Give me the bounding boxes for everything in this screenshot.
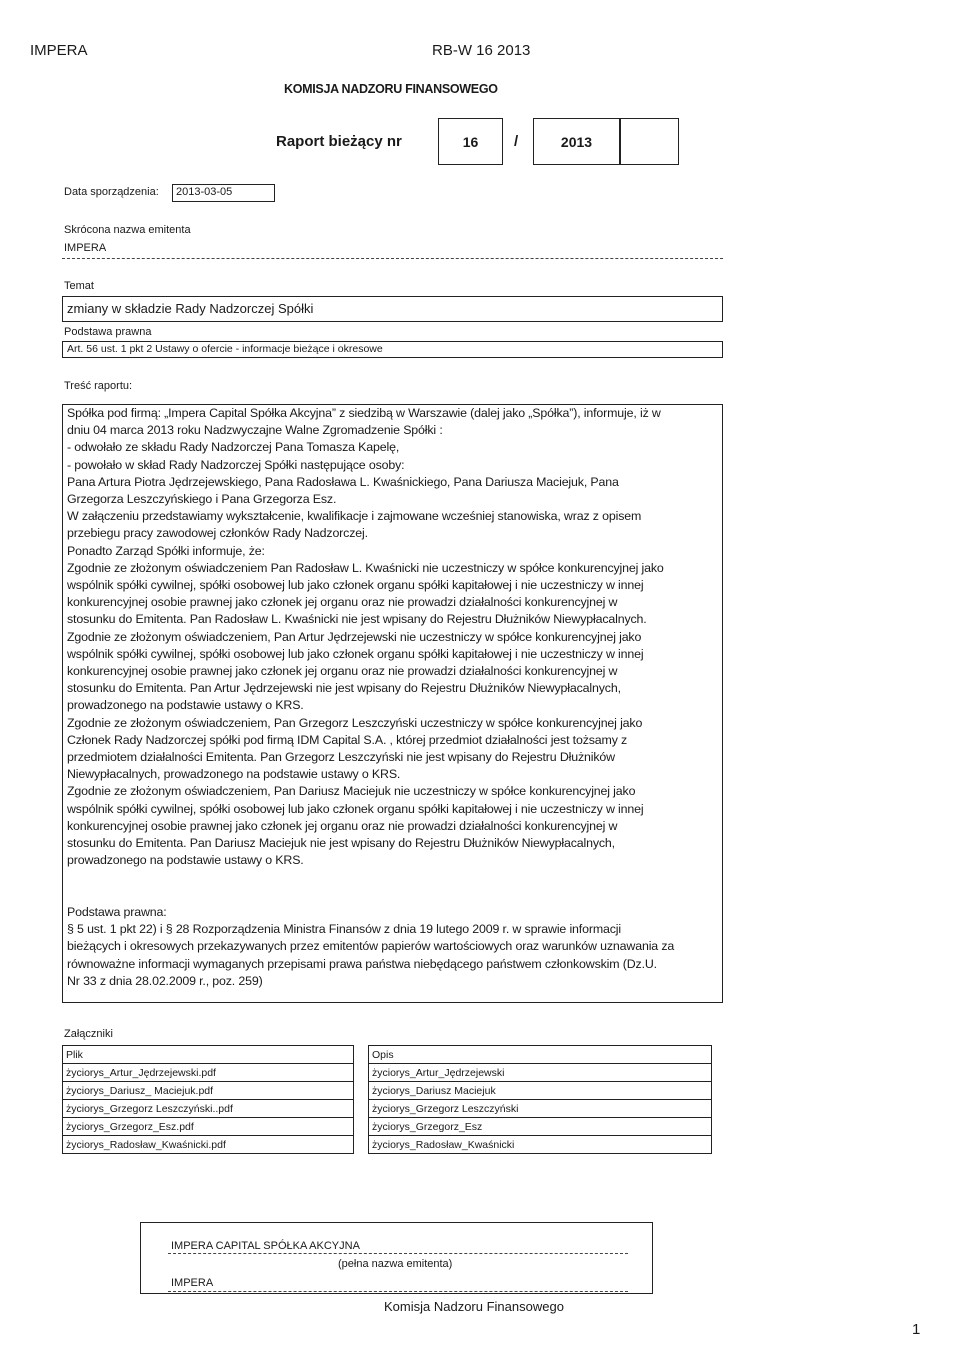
page-number: 1: [912, 1321, 921, 1338]
content-line: Podstawa prawna:: [67, 904, 167, 919]
content-line: - odwołało ze składu Rady Nadzorczej Pana Tomasza Kapelę,: [67, 440, 400, 455]
content-line: przebiegu pracy zawodowej członków Rady Nadzorczej.: [67, 526, 368, 541]
content-line: bieżących i okresowych przekazywanych przez emitentów papierów wartościowych oraz warunków uznawania za: [67, 939, 675, 954]
legal-basis-label: Podstawa prawna: [64, 326, 152, 338]
attachment-row: [63, 1082, 712, 1100]
content-line: Pana Artura Piotra Jędrzejewskiego, Pana Radosława L. Kwaśnickiego, Pana Dariusza Maciejuk, Pana: [67, 474, 619, 489]
content-lines: [67, 405, 718, 990]
content-line: W załączeniu przedstawiamy wykształcenie, kwalifikacje i zajmowane wcześniej stanowiska, wraz z opisem: [67, 509, 642, 524]
content-line: konkurencyjnej osobie prawnej jako członek jej organu oraz nie prowadzi działalności konkurencyjnej w: [67, 664, 618, 679]
attachment-description: życiorys_Artur_Jędrzejewski: [369, 1064, 712, 1082]
attachment-row: [63, 1064, 712, 1082]
attachment-file[interactable]: życiorys_Artur_Jędrzejewski.pdf: [63, 1064, 354, 1082]
subject-field: zmiany w składzie Rady Nadzorczej Spółki: [62, 296, 723, 322]
content-line: stosunku do Emitenta. Pan Radosław L. Kwaśnicki nie jest wpisany do Rejestru Dłużników Niewypłacalnych.: [67, 612, 647, 627]
content-line: wspólnik spółki cywilnej, spółki osobowej lub jako członek organu spółki kapitałowej i nie uczestniczy w innej: [67, 578, 644, 593]
attachment-row: [63, 1136, 712, 1154]
attachment-file[interactable]: życiorys_Grzegorz_Esz.pdf: [63, 1118, 354, 1136]
header-company: IMPERA: [30, 42, 88, 59]
content-line: § 5 ust. 1 pkt 22) i § 28 Rozporządzenia Ministra Finansów z dnia 19 lutego 2009 r. w sprawie informacji: [67, 922, 621, 937]
content-line: konkurencyjnej osobie prawnej jako członek jej organu oraz nie prowadzi działalności konkurencyjnej w: [67, 818, 618, 833]
issuer-divider: [62, 258, 723, 259]
content-line: Niewypłacalnych, prowadzonego na podstawie ustawy o KRS.: [67, 767, 401, 782]
attachments-table: [62, 1045, 712, 1154]
content-line: Spółka pod firmą: „Impera Capital Spółka Akcyjna” z siedzibą w Warszawie (dalej jako „Spółka”), informuje, iż w: [67, 406, 661, 420]
issuer-full-name: IMPERA CAPITAL SPÓŁKA AKCYJNA: [171, 1240, 360, 1252]
issuer-label: Skrócona nazwa emitenta: [64, 224, 191, 236]
column-header-file: Plik: [63, 1046, 354, 1064]
content-line: wspólnik spółki cywilnej, spółki osobowej lub jako członek organu spółki kapitałowej i nie uczestniczy w innej: [67, 646, 644, 661]
attachment-file[interactable]: życiorys_Grzegorz Leszczyński..pdf: [63, 1100, 354, 1118]
issuer-short-name: IMPERA: [171, 1277, 214, 1289]
content-line: Zgodnie ze złożonym oświadczeniem, Pan Grzegorz Leszczyński uczestniczy w spółce konkurencyjnej jako: [67, 715, 643, 730]
attachment-file[interactable]: życiorys_Radosław_Kwaśnicki.pdf: [63, 1136, 354, 1154]
attachment-description: życiorys_Grzegorz_Esz: [369, 1118, 712, 1136]
content-line: - powołało w skład Rady Nadzorczej Spółki następujące osoby:: [67, 457, 405, 472]
content-line: [67, 887, 718, 904]
signature-divider: [168, 1253, 628, 1254]
content-line: przedmiotem działalności Emitenta. Pan Grzegorz Leszczyński nie jest wpisany do Rejestru Dłużników: [67, 750, 615, 765]
content-line: Członek Rady Nadzorczej spółki pod firmą IDM Capital S.A. , której przedmiot działalności jest tożsamy z: [67, 732, 628, 747]
header-report-code: RB-W 16 2013: [432, 42, 531, 59]
content-line: stosunku do Emitenta. Pan Artur Jędrzejewski nie jest wpisany do Rejestru Dłużników Niewypłacalnych,: [67, 681, 621, 696]
report-empty-box: [620, 118, 679, 165]
issuer-value: IMPERA: [64, 242, 107, 254]
attachment-description: życiorys_Dariusz Maciejuk: [369, 1082, 712, 1100]
attachments-header-row: [63, 1046, 712, 1064]
attachment-description: życiorys_Grzegorz Leszczyński: [369, 1100, 712, 1118]
report-number-box: [438, 118, 503, 165]
attachment-row: [63, 1100, 712, 1118]
content-line: Ponadto Zarząd Spółki informuje, że:: [67, 543, 265, 558]
report-content: [62, 404, 723, 1003]
content-label: Treść raportu:: [64, 380, 133, 392]
legal-basis-field: Art. 56 ust. 1 pkt 2 Ustawy o ofercie - informacje bieżące i okresowe: [62, 341, 723, 358]
date-label: Data sporządzenia:: [64, 186, 159, 198]
content-line: prowadzonego na podstawie ustawy o KRS.: [67, 853, 304, 868]
content-line: Grzegorza Leszczyńskiego i Pana Grzegorza Esz.: [67, 492, 337, 507]
agency-title: KOMISJA NADZORU FINANSOWEGO: [284, 82, 498, 96]
content-line: równoważne informacji wymaganych przepisami prawa państwa niebędącego państwem członkowskim (Dz.U.: [67, 956, 657, 971]
content-line: [67, 869, 718, 886]
report-number: 16: [462, 134, 479, 150]
attachment-description: życiorys_Radosław_Kwaśnicki: [369, 1136, 712, 1154]
signature-divider: [168, 1291, 628, 1292]
attachment-row: [63, 1118, 712, 1136]
report-year-box: [533, 118, 620, 165]
column-header-description: Opis: [369, 1046, 712, 1064]
content-line: stosunku do Emitenta. Pan Dariusz Maciejuk nie jest wpisany do Rejestru Dłużników Niewypłacalnych,: [67, 836, 615, 851]
content-line: Zgodnie ze złożonym oświadczeniem, Pan Dariusz Maciejuk nie uczestniczy w spółce konkurencyjnej jako: [67, 784, 636, 799]
content-line: Zgodnie ze złożonym oświadczeniem, Pan Artur Jędrzejewski nie uczestniczy w spółce konkurencyjnej jako: [67, 629, 642, 644]
content-line: Nr 33 z dnia 28.02.2009 r., poz. 259): [67, 973, 263, 988]
content-line: Zgodnie ze złożonym oświadczeniem Pan Radosław L. Kwaśnicki nie uczestniczy w spółce konkurencyjnej jako: [67, 560, 664, 575]
content-line: prowadzonego na podstawie ustawy o KRS.: [67, 698, 304, 713]
content-line: wspólnik spółki cywilnej, spółki osobowej lub jako członek organu spółki kapitałowej i nie uczestniczy w innej: [67, 801, 644, 816]
attachments-label: Załączniki: [64, 1028, 113, 1040]
report-separator: /: [514, 133, 519, 150]
content-line: dniu 04 marca 2013 roku Nadzwyczajne Walne Zgromadzenie Spółki :: [67, 423, 443, 438]
attachment-file[interactable]: życiorys_Dariusz_ Maciejuk.pdf: [63, 1082, 354, 1100]
subject-label: Temat: [64, 280, 94, 292]
footer-agency: Komisja Nadzoru Finansowego: [384, 1299, 564, 1314]
report-title: Raport bieżący nr: [276, 133, 402, 150]
date-field: 2013-03-05: [172, 184, 275, 202]
content-line: konkurencyjnej osobie prawnej jako członek jej organu oraz nie prowadzi działalności konkurencyjnej w: [67, 595, 618, 610]
issuer-full-name-caption: (pełna nazwa emitenta): [338, 1258, 453, 1270]
report-year: 2013: [560, 134, 593, 150]
